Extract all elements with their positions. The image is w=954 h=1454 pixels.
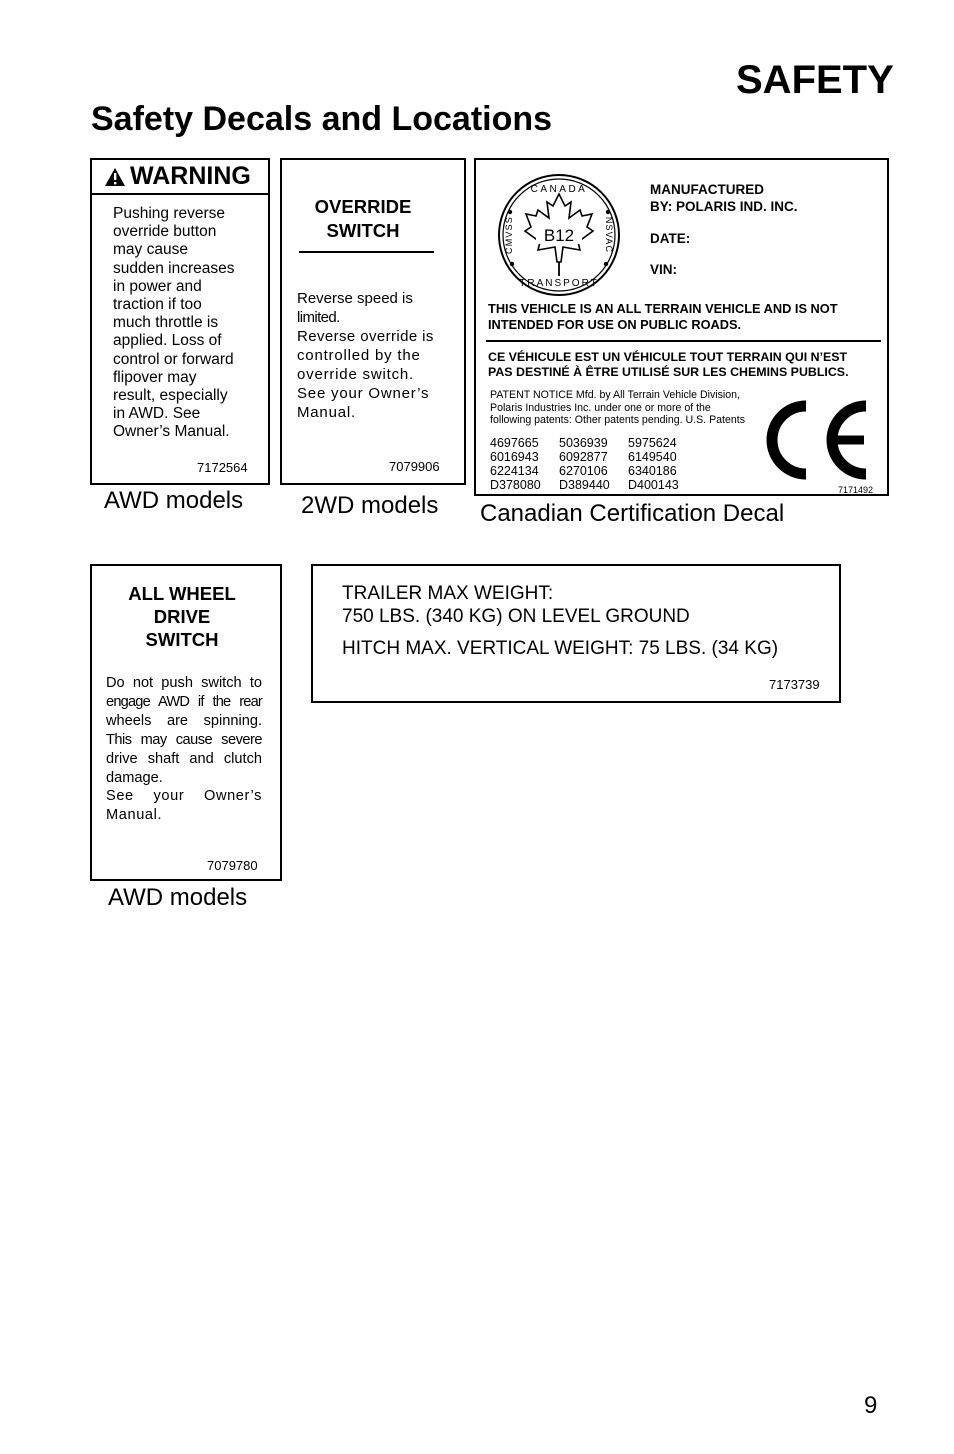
patent-number: 6149540 xyxy=(628,450,677,464)
patent-row xyxy=(490,436,688,450)
text-line: CE VÉHICULE EST UN VÉHICULE TOUT TERRAIN QUI N’EST xyxy=(488,350,848,364)
text-line: Do not push switch to xyxy=(106,675,262,691)
warning-header xyxy=(92,160,268,195)
text-line: PAS DESTINÉ À ÊTRE UTILISÉ SUR LES CHEMINS PUBLICS. xyxy=(488,365,849,379)
seal-top: CANADA xyxy=(530,184,588,195)
section-title: SAFETY xyxy=(736,58,894,102)
text-line: Polaris Industries Inc. under one or more of the xyxy=(490,401,711,414)
text-line: override button xyxy=(113,223,217,241)
trailer-line-3: HITCH MAX. VERTICAL WEIGHT: 75 LBS. (34 KG) xyxy=(342,638,779,659)
awd-heading xyxy=(92,582,272,651)
text-line: Manual. xyxy=(297,404,356,421)
patent-row xyxy=(490,464,688,478)
trailer-line-1: TRAILER MAX WEIGHT: xyxy=(342,583,554,604)
text-line: following patents: Other patents pending. U.S. Patents xyxy=(490,414,745,426)
patent-number: 6224134 xyxy=(490,464,539,478)
patent-number: 4697665 xyxy=(490,436,539,450)
awd-text xyxy=(106,674,262,825)
text-line: result, especially xyxy=(113,387,228,405)
divider xyxy=(299,251,434,253)
text-line: engage AWD if the rear xyxy=(106,693,262,710)
text-line: sudden increases xyxy=(113,259,235,277)
patent-notice xyxy=(490,389,745,427)
trailer-weight-decal xyxy=(311,564,841,703)
part-number: 7173739 xyxy=(769,677,820,692)
text-line: limited. xyxy=(297,309,340,326)
text-line: flipover may xyxy=(113,368,197,386)
part-number: 7079906 xyxy=(389,459,440,474)
transport-canada-seal xyxy=(496,172,622,298)
divider xyxy=(486,340,881,342)
text-line: THIS VEHICLE IS AN ALL TERRAIN VEHICLE AND IS NOT xyxy=(488,301,838,316)
seal-bottom: TRANSPORT xyxy=(519,278,599,289)
override-decal-caption: 2WD models xyxy=(301,492,439,519)
patent-number: D400143 xyxy=(628,478,679,492)
canadian-decal-caption: Canadian Certification Decal xyxy=(480,500,785,527)
text-line: damage. xyxy=(106,769,163,786)
override-heading xyxy=(282,195,444,243)
part-number: 7171492 xyxy=(838,485,874,495)
patent-number: 5975624 xyxy=(628,436,677,450)
text-line: traction if too xyxy=(113,296,202,314)
patent-number: 6016943 xyxy=(490,450,539,464)
seal-right: NSVAC xyxy=(604,216,614,254)
part-number: 7079780 xyxy=(207,858,258,873)
text-line: Reverse override is xyxy=(297,328,434,345)
text-line: control or forward xyxy=(113,350,234,368)
patent-row xyxy=(490,478,688,492)
heading-line: SWITCH xyxy=(326,220,400,241)
canadian-certification-decal xyxy=(474,158,889,496)
text-line: in AWD. See xyxy=(113,405,201,423)
part-number: 7172564 xyxy=(197,460,248,475)
trailer-line-2: 750 LBS. (340 KG) ON LEVEL GROUND xyxy=(342,606,690,627)
text-line: drive shaft and clutch xyxy=(106,750,262,767)
awd-switch-decal xyxy=(90,564,282,881)
text-line: PATENT NOTICE Mfd. by All Terrain Vehicle Division, xyxy=(490,389,741,401)
text-line: Owner’s Manual. xyxy=(113,423,230,441)
warning-decal xyxy=(90,158,270,485)
text-line: Reverse speed is xyxy=(297,290,413,307)
patent-table xyxy=(490,436,688,492)
text-line: override switch. xyxy=(297,366,415,383)
text-line: See your Owner’s xyxy=(297,385,430,402)
patent-row xyxy=(490,450,688,464)
english-notice xyxy=(488,301,838,333)
date-label: DATE: xyxy=(650,231,691,246)
text-line: BY: POLARIS IND. INC. xyxy=(650,199,798,214)
awd-switch-decal-caption: AWD models xyxy=(108,884,248,911)
heading-line: ALL WHEEL xyxy=(128,583,236,604)
seal-left: CMVSS xyxy=(504,215,514,255)
text-line: MANUFACTURED xyxy=(650,182,764,197)
heading-line: OVERRIDE xyxy=(314,196,412,217)
text-line: See your Owner’s xyxy=(106,788,262,805)
warning-triangle-icon xyxy=(104,167,126,187)
text-line: may cause xyxy=(113,241,188,259)
text-line: controlled by the xyxy=(297,347,421,364)
override-text xyxy=(297,289,462,422)
text-line: This may cause severe xyxy=(106,731,262,748)
patent-number: 6092877 xyxy=(559,450,608,464)
page-title: Safety Decals and Locations xyxy=(91,100,553,138)
seal-center: B12 xyxy=(543,226,575,245)
french-notice xyxy=(488,350,849,380)
manufacturer-block xyxy=(650,181,798,215)
ce-mark-icon xyxy=(766,398,878,482)
patent-number: D378080 xyxy=(490,478,541,492)
text-line: applied. Loss of xyxy=(113,332,222,350)
text-line: much throttle is xyxy=(113,314,219,332)
text-line: Manual. xyxy=(106,807,163,824)
patent-number: 6270106 xyxy=(559,464,608,478)
text-line: Pushing reverse xyxy=(113,205,226,222)
heading-line: SWITCH xyxy=(145,629,219,650)
override-switch-decal xyxy=(280,158,466,485)
heading-line: DRIVE xyxy=(153,606,211,627)
warning-decal-caption: AWD models xyxy=(104,487,244,514)
vin-label: VIN: xyxy=(650,262,677,277)
text-line: in power and xyxy=(113,277,202,295)
patent-number: 6340186 xyxy=(628,464,677,478)
warning-heading: WARNING xyxy=(130,162,251,190)
text-line: INTENDED FOR USE ON PUBLIC ROADS. xyxy=(488,317,742,332)
patent-number: D389440 xyxy=(559,478,610,492)
text-line: wheels are spinning. xyxy=(106,712,262,729)
page-number: 9 xyxy=(864,1392,878,1419)
patent-number: 5036939 xyxy=(559,436,608,450)
warning-text xyxy=(113,205,263,442)
